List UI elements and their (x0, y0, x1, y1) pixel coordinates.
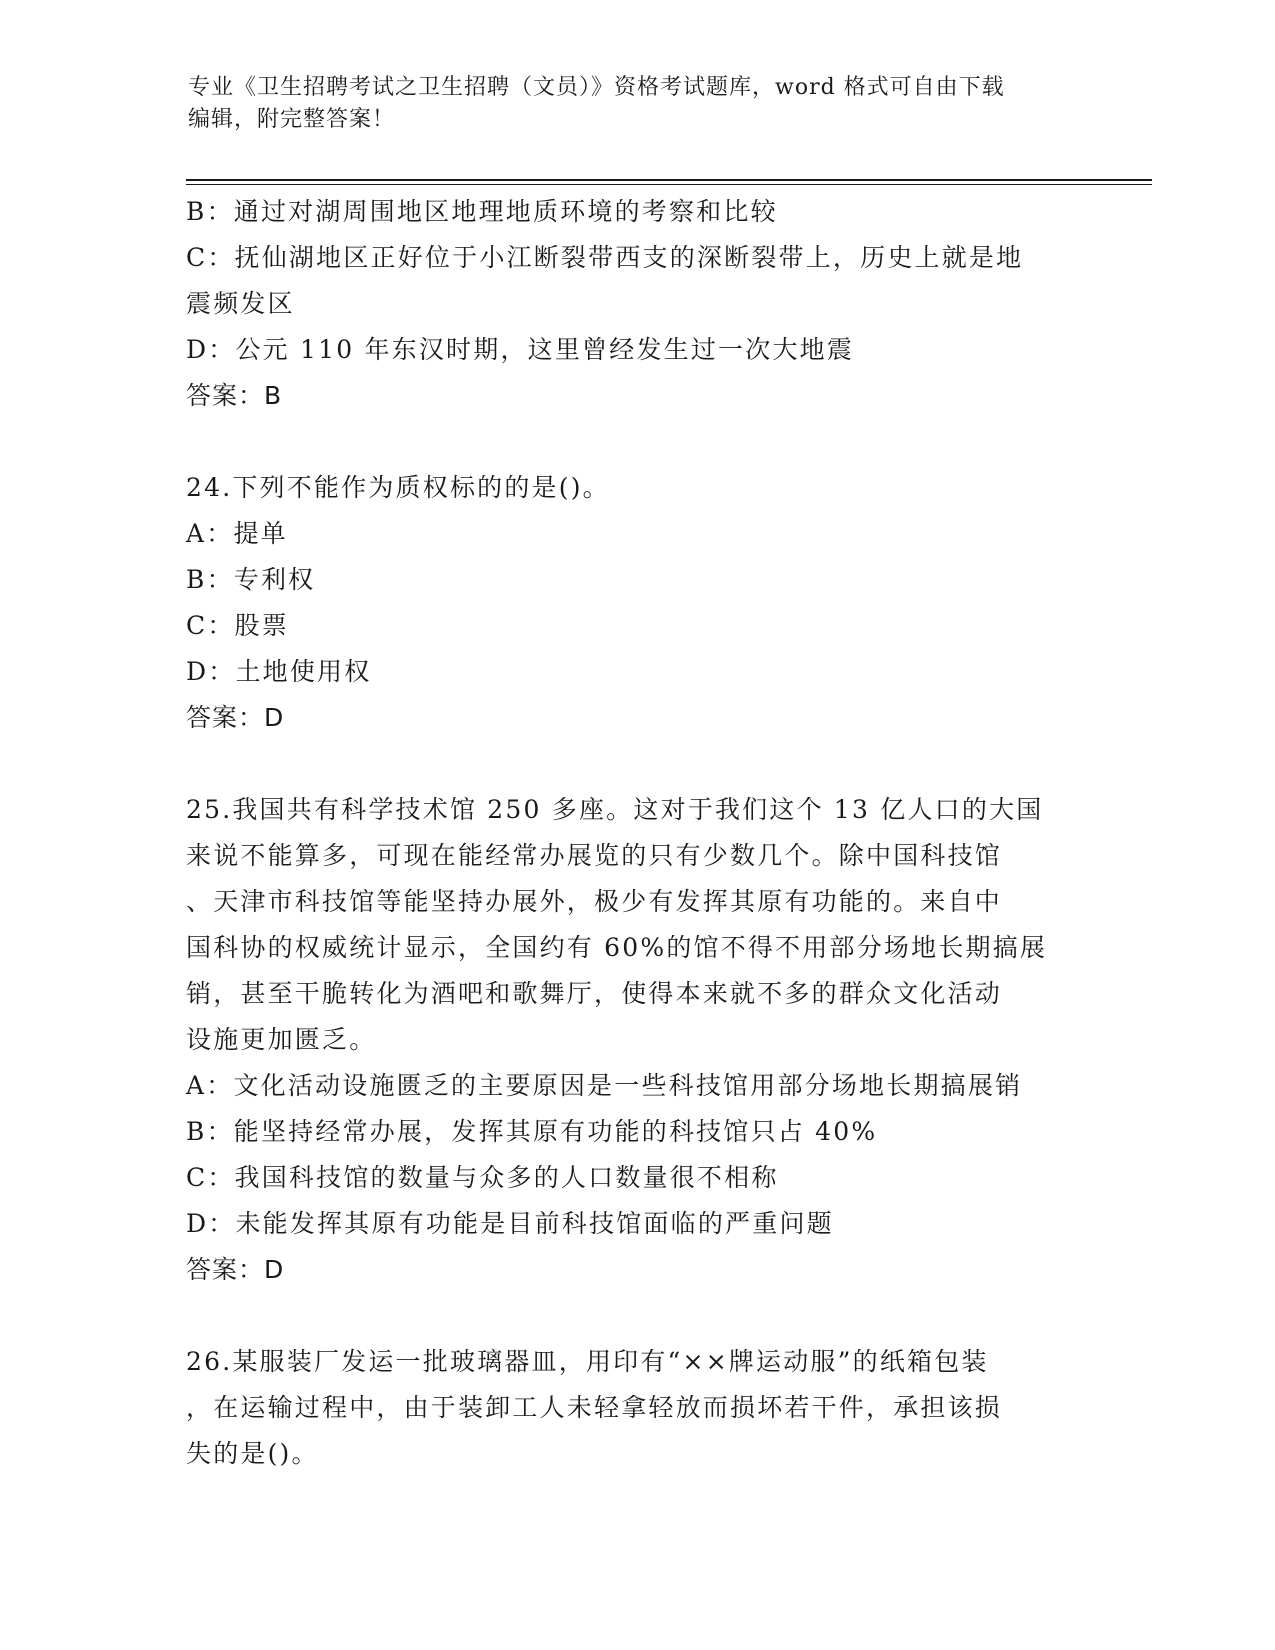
option-c: C：抚仙湖地区正好位于小江断裂带西支的深断裂带上，历史上就是地 (186, 243, 1024, 272)
question-stem-line: 来说不能算多，可现在能经常办展览的只有少数几个。除中国科技馆 (186, 841, 1003, 870)
answer: 答案：B (186, 381, 283, 410)
question-stem-line: 失的是()。 (186, 1439, 319, 1468)
spacer (186, 419, 1086, 465)
question-stem-line: 销，甚至干脆转化为酒吧和歌舞厅，使得本来就不多的群众文化活动 (186, 979, 1003, 1008)
option-c: C：股票 (186, 611, 289, 640)
answer: 答案：D (186, 703, 285, 732)
question-stem-line: ，在运输过程中，由于装卸工人未轻拿轻放而损坏若干件，承担该损 (186, 1393, 1003, 1422)
header-divider (186, 179, 1152, 185)
question-23-tail (186, 189, 1086, 419)
spacer (186, 1293, 1086, 1339)
document-header (188, 72, 1078, 136)
question-stem-line: 国科协的权威统计显示，全国约有 60%的馆不得不用部分场地长期搞展 (186, 933, 1048, 962)
question-24 (186, 465, 1086, 741)
option-a: A：提单 (186, 519, 288, 548)
option-b: B：通过对湖周围地区地理地质环境的考察和比较 (186, 197, 778, 226)
option-b: B：能坚持经常办展，发挥其原有功能的科技馆只占 40% (186, 1117, 878, 1146)
document-body (186, 189, 1086, 1477)
question-stem: 24.下列不能作为质权标的的是()。 (186, 473, 610, 502)
option-c: C：我国科技馆的数量与众多的人口数量很不相称 (186, 1163, 779, 1192)
option-c-continued: 震频发区 (186, 289, 295, 318)
option-d: D：未能发挥其原有功能是目前科技馆面临的严重问题 (186, 1209, 834, 1238)
header-line-2: 编辑，附完整答案！ (188, 107, 396, 132)
question-25 (186, 787, 1086, 1293)
question-stem-line: 设施更加匮乏。 (186, 1025, 377, 1054)
option-a: A：文化活动设施匮乏的主要原因是一些科技馆用部分场地长期搞展销 (186, 1071, 1023, 1100)
question-stem-line: 25.我国共有科学技术馆 250 多座。这对于我们这个 13 亿人口的大国 (186, 795, 1044, 824)
option-d: D：公元 110 年东汉时期，这里曾经发生过一次大地震 (186, 335, 855, 364)
spacer (186, 741, 1086, 787)
question-stem-line: 26.某服装厂发运一批玻璃器皿，用印有“××牌运动服”的纸箱包装 (186, 1347, 989, 1376)
question-stem-line: 、天津市科技馆等能坚持办展外，极少有发挥其原有功能的。来自中 (186, 887, 1003, 916)
option-b: B：专利权 (186, 565, 316, 594)
header-line-1: 专业《卫生招聘考试之卫生招聘（文员）》资格考试题库，word 格式可自由下载 (188, 75, 1005, 100)
question-26 (186, 1339, 1086, 1477)
answer: 答案：D (186, 1255, 285, 1284)
option-d: D：土地使用权 (186, 657, 372, 686)
